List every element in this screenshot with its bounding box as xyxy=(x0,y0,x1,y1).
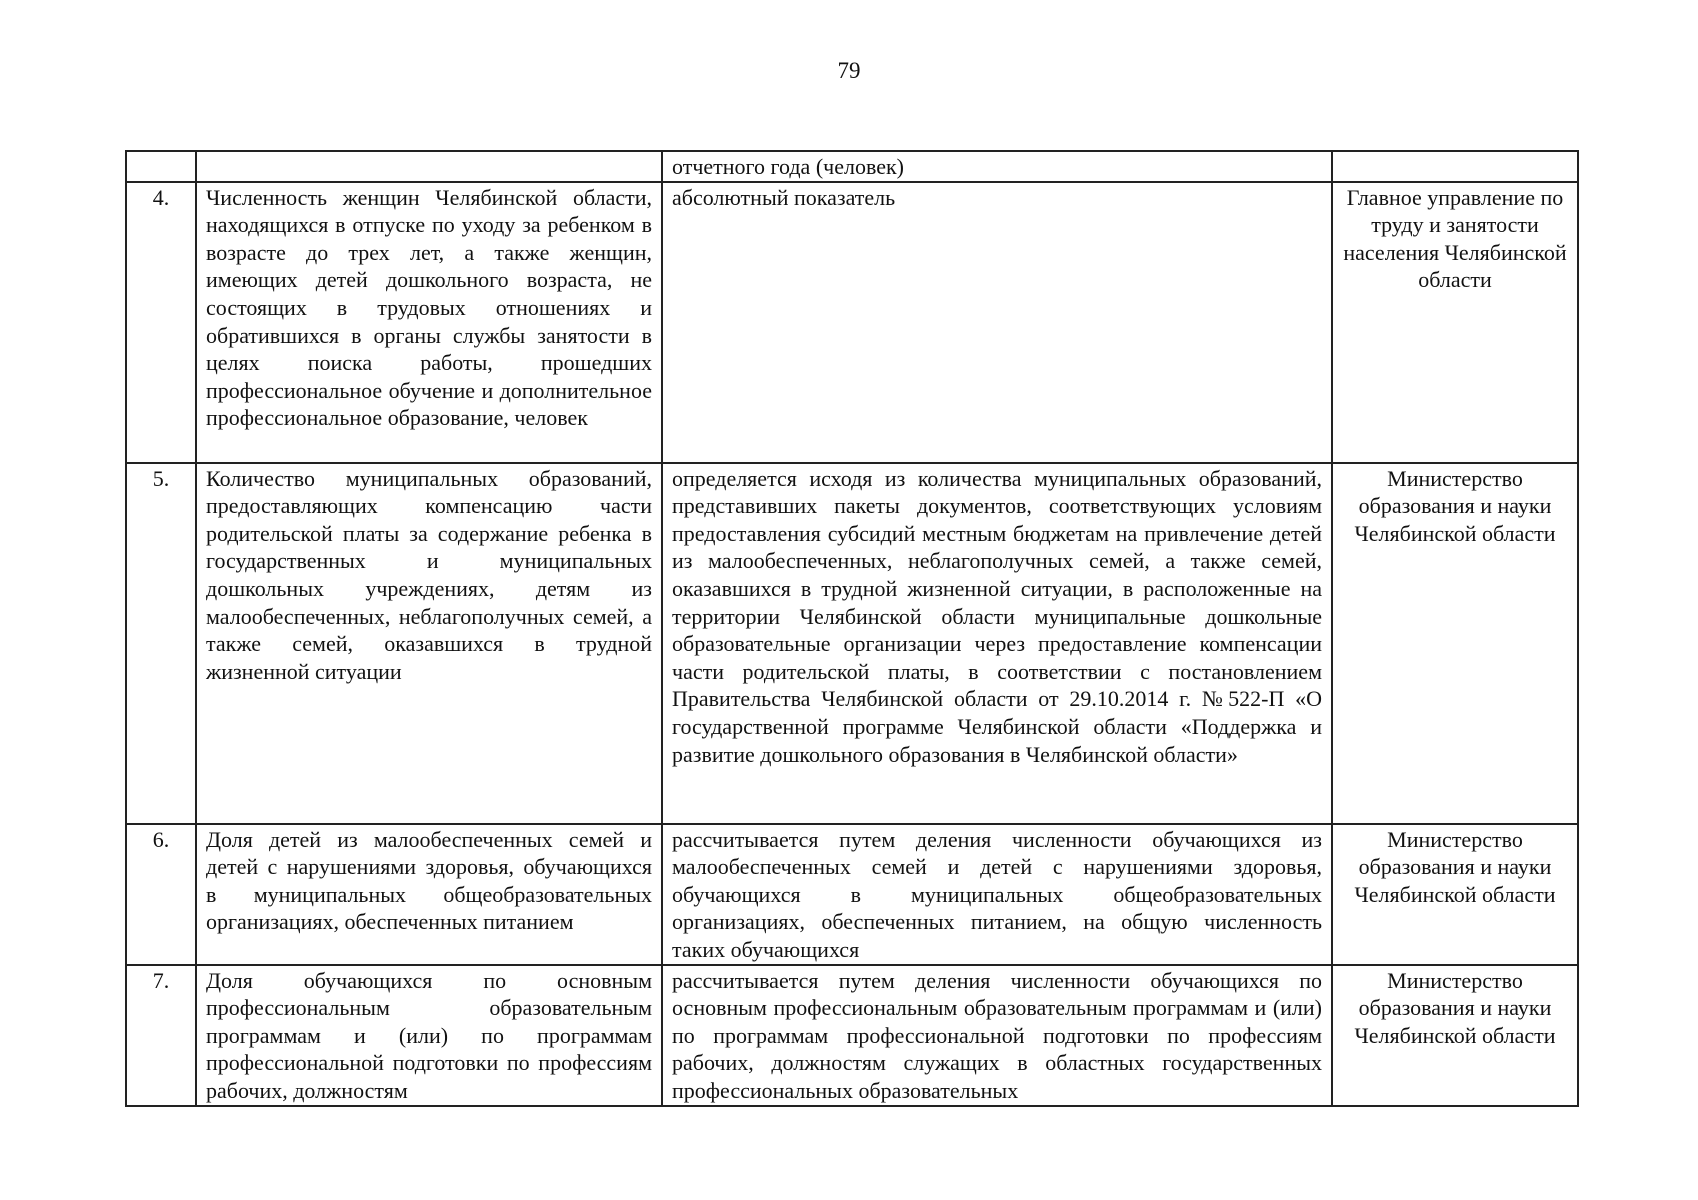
calculation-method-cell: рассчитывается путем деления численности обучающихся из малообеспеченных семей и детей с нарушениями здоровья, обучающихся в муниципальных общеобразовательных организациях, обеспеченных питанием, на общую численность таких обучающихся xyxy=(662,824,1332,965)
indicators-table xyxy=(125,150,1579,1107)
calculation-method-cell: абсолютный показатель xyxy=(662,182,1332,463)
table-row xyxy=(126,151,1578,182)
responsible-body-cell xyxy=(1332,151,1578,182)
indicator-name-cell xyxy=(196,151,662,182)
calculation-method-cell: отчетного года (человек) xyxy=(662,151,1332,182)
indicator-name-cell: Количество муниципальных образований, предоставляющих компенсацию части родительской платы за содержание ребенка в государственных и муниципальных дошкольных учреждениях, детям из малообеспеченных, неблагополучных семей, а также семей, оказавшихся в трудной жизненной ситуации xyxy=(196,463,662,824)
row-number-cell: 6. xyxy=(126,824,196,965)
page-number: 79 xyxy=(837,58,861,83)
row-number-cell xyxy=(126,151,196,182)
indicator-name-cell: Численность женщин Челябинской области, находящихся в отпуске по уходу за ребенком в возрасте до трех лет, а также женщин, имеющих детей дошкольного возраста, не состоящих в трудовых отношениях и обратившихся в органы службы занятости в целях поиска работы, прошедших профессиональное обучение и дополнительное профессиональное образование, человек xyxy=(196,182,662,463)
indicator-name-cell: Доля обучающихся по основным профессиональным образовательным программам и (или) по программам профессиональной подготовки по профессиям рабочих, должностям xyxy=(196,965,662,1106)
calculation-method-cell: определяется исходя из количества муниципальных образований, представивших пакеты документов, соответствующих условиям предоставления субсидий местным бюджетам на привлечение детей из малообеспеченных, неблагополучных семей, а также семей, оказавшихся в трудной жизненной ситуации, в расположенные на территории Челябинской области муниципальные дошкольные образовательные организации через предоставление компенсации части родительской платы, в соответствии с постановлением Правительства Челябинской области от 29.10.2014 г. №522-П «О государственной программе Челябинской области «Поддержка и развитие дошкольного образования в Челябинской области» xyxy=(662,463,1332,824)
responsible-body-cell: Главное управление по труду и занятости населения Челябинской области xyxy=(1332,182,1578,463)
row-number-cell: 4. xyxy=(126,182,196,463)
table-row xyxy=(126,965,1578,1106)
table-row xyxy=(126,463,1578,824)
responsible-body-cell: Министерство образования и науки Челябинской области xyxy=(1332,824,1578,965)
responsible-body-cell: Министерство образования и науки Челябинской области xyxy=(1332,965,1578,1106)
table-row xyxy=(126,182,1578,463)
table-row xyxy=(126,824,1578,965)
calculation-method-cell: рассчитывается путем деления численности обучающихся по основным профессиональным образовательным программам и (или) по программам профессиональной подготовки по профессиям рабочих, должностям служащих в областных государственных профессиональных образовательных xyxy=(662,965,1332,1106)
responsible-body-cell: Министерство образования и науки Челябинской области xyxy=(1332,463,1578,824)
row-number-cell: 7. xyxy=(126,965,196,1106)
indicator-name-cell: Доля детей из малообеспеченных семей и детей с нарушениями здоровья, обучающихся в муниципальных общеобразовательных организациях, обеспеченных питанием xyxy=(196,824,662,965)
row-number-cell: 5. xyxy=(126,463,196,824)
